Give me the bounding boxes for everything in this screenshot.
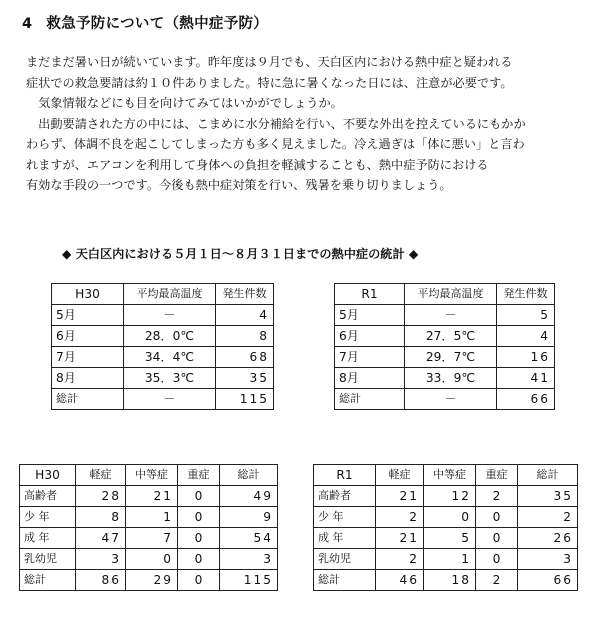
header-cell: 総計 <box>220 465 278 486</box>
temperature-cell: 35．3℃ <box>124 368 216 389</box>
value-cell: 46 <box>376 570 424 591</box>
value-cell: 28 <box>76 486 126 507</box>
value-cell: 0 <box>178 549 220 570</box>
value-cell: 2 <box>376 507 424 528</box>
month-cell: 6月 <box>52 326 124 347</box>
value-cell: 26 <box>518 528 578 549</box>
header-cell: 中等症 <box>126 465 178 486</box>
table-row <box>314 528 578 549</box>
total-label-cell: 総計 <box>20 570 76 591</box>
table-row <box>314 507 578 528</box>
value-cell: 18 <box>424 570 476 591</box>
month-cell: 6月 <box>335 326 405 347</box>
table-row <box>52 368 274 389</box>
month-cell: 8月 <box>52 368 124 389</box>
value-cell: 0 <box>476 549 518 570</box>
temperature-cell: － <box>405 305 497 326</box>
severity-table-r1 <box>313 464 578 591</box>
value-cell: 1 <box>126 507 178 528</box>
value-cell: 9 <box>220 507 278 528</box>
header-cell: R1 <box>314 465 376 486</box>
section-title: 救急予防について（熱中症予防） <box>46 16 269 32</box>
temperature-cell: 28．0℃ <box>124 326 216 347</box>
group-cell: 高齢者 <box>314 486 376 507</box>
value-cell: 2 <box>518 507 578 528</box>
value-cell: 12 <box>424 486 476 507</box>
table-total-row <box>52 389 274 410</box>
table-row <box>335 347 555 368</box>
group-cell: 少 年 <box>314 507 376 528</box>
value-cell: 0 <box>424 507 476 528</box>
value-cell: 21 <box>376 528 424 549</box>
month-cell: 8月 <box>335 368 405 389</box>
value-cell: 66 <box>518 570 578 591</box>
header-cell: H30 <box>20 465 76 486</box>
section-heading <box>22 12 268 33</box>
value-cell: 7 <box>126 528 178 549</box>
temperature-table-r1 <box>334 283 555 410</box>
temperature-cell: 29．7℃ <box>405 347 497 368</box>
paragraph-line: 有効な手段の一つです。今後も熱中症対策を行い、残暑を乗り切りましょう。 <box>26 178 452 192</box>
value-cell: 8 <box>76 507 126 528</box>
value-cell: 3 <box>220 549 278 570</box>
group-cell: 成 年 <box>314 528 376 549</box>
value-cell: 3 <box>76 549 126 570</box>
header-cell: 軽症 <box>76 465 126 486</box>
table-header-row <box>314 465 578 486</box>
table-row <box>20 486 278 507</box>
value-cell: 1 <box>424 549 476 570</box>
total-label-cell: 総計 <box>52 389 124 410</box>
table-row <box>52 326 274 347</box>
table-row <box>52 347 274 368</box>
header-cell: 中等症 <box>424 465 476 486</box>
table-row <box>20 549 278 570</box>
header-cell: 平均最高温度 <box>405 284 497 305</box>
paragraph-line: 症状での救急要請は約１０件ありました。特に急に暑くなった日には、注意が必要です。 <box>26 75 513 90</box>
value-cell: 2 <box>476 570 518 591</box>
value-cell: 2 <box>376 549 424 570</box>
table-row <box>314 549 578 570</box>
header-cell: 重症 <box>178 465 220 486</box>
header-cell: 平均最高温度 <box>124 284 216 305</box>
month-cell: 7月 <box>335 347 405 368</box>
total-label-cell: 総計 <box>335 389 405 410</box>
temperature-cell: － <box>124 389 216 410</box>
body-paragraph <box>26 52 591 196</box>
paragraph-line: まだまだ暑い日が続いています。昨年度は９月でも、天白区内における熱中症と疑われる <box>26 55 513 69</box>
value-cell: 21 <box>376 486 424 507</box>
count-cell: 4 <box>216 305 274 326</box>
severity-table-h30 <box>19 464 278 591</box>
table-total-row <box>314 570 578 591</box>
value-cell: 54 <box>220 528 278 549</box>
header-cell: 総計 <box>518 465 578 486</box>
table-header-row <box>335 284 555 305</box>
header-cell: 軽症 <box>376 465 424 486</box>
temperature-cell: 27．5℃ <box>405 326 497 347</box>
group-cell: 高齢者 <box>20 486 76 507</box>
value-cell: 29 <box>126 570 178 591</box>
value-cell: 21 <box>126 486 178 507</box>
value-cell: 115 <box>220 570 278 591</box>
count-cell: 115 <box>216 389 274 410</box>
value-cell: 2 <box>476 486 518 507</box>
value-cell: 0 <box>178 570 220 591</box>
table-total-row <box>335 389 555 410</box>
value-cell: 47 <box>76 528 126 549</box>
group-cell: 成 年 <box>20 528 76 549</box>
value-cell: 3 <box>518 549 578 570</box>
value-cell: 0 <box>178 486 220 507</box>
group-cell: 少 年 <box>20 507 76 528</box>
month-cell: 7月 <box>52 347 124 368</box>
value-cell: 0 <box>126 549 178 570</box>
value-cell: 0 <box>178 507 220 528</box>
month-cell: 5月 <box>52 305 124 326</box>
header-cell: 重症 <box>476 465 518 486</box>
month-cell: 5月 <box>335 305 405 326</box>
paragraph-line: れますが、エアコンを利用して身体への負担を軽減することも、熱中症予防における <box>26 157 489 172</box>
paragraph-line: 出動要請された方の中には、こまめに水分補給を行い、不要な外出を控えているにもかか <box>26 116 526 131</box>
temperature-table-h30 <box>51 283 274 410</box>
paragraph-line: 気象情報などにも目を向けてみてはいかがでしょうか。 <box>26 96 343 110</box>
value-cell: 0 <box>476 528 518 549</box>
header-cell: H30 <box>52 284 124 305</box>
temperature-cell: － <box>124 305 216 326</box>
header-cell: 発生件数 <box>216 284 274 305</box>
count-cell: 35 <box>216 368 274 389</box>
temperature-cell: 34．4℃ <box>124 347 216 368</box>
value-cell: 0 <box>476 507 518 528</box>
temperature-cell: － <box>405 389 497 410</box>
value-cell: 49 <box>220 486 278 507</box>
count-cell: 41 <box>497 368 555 389</box>
table-row <box>335 326 555 347</box>
group-cell: 乳幼児 <box>314 549 376 570</box>
total-label-cell: 総計 <box>314 570 376 591</box>
table-header-row <box>52 284 274 305</box>
count-cell: 66 <box>497 389 555 410</box>
paragraph-line: わらず、体調不良を起こしてしまった方も多く見えました。冷え過ぎは「体に悪い」と言わ <box>26 137 525 151</box>
table-row <box>20 507 278 528</box>
table-row <box>314 486 578 507</box>
value-cell: 0 <box>178 528 220 549</box>
table-row <box>20 528 278 549</box>
table-row <box>335 305 555 326</box>
value-cell: 86 <box>76 570 126 591</box>
count-cell: 16 <box>497 347 555 368</box>
section-number: 4 <box>22 16 33 32</box>
value-cell: 5 <box>424 528 476 549</box>
count-cell: 5 <box>497 305 555 326</box>
header-cell: R1 <box>335 284 405 305</box>
group-cell: 乳幼児 <box>20 549 76 570</box>
statistics-title: ◆ 天白区内における５月１日～８月３１日までの熱中症の統計 ◆ <box>62 247 419 261</box>
table-row <box>52 305 274 326</box>
count-cell: 4 <box>497 326 555 347</box>
header-cell: 発生件数 <box>497 284 555 305</box>
table-header-row <box>20 465 278 486</box>
table-row <box>335 368 555 389</box>
count-cell: 8 <box>216 326 274 347</box>
count-cell: 68 <box>216 347 274 368</box>
value-cell: 35 <box>518 486 578 507</box>
temperature-cell: 33．9℃ <box>405 368 497 389</box>
table-total-row <box>20 570 278 591</box>
